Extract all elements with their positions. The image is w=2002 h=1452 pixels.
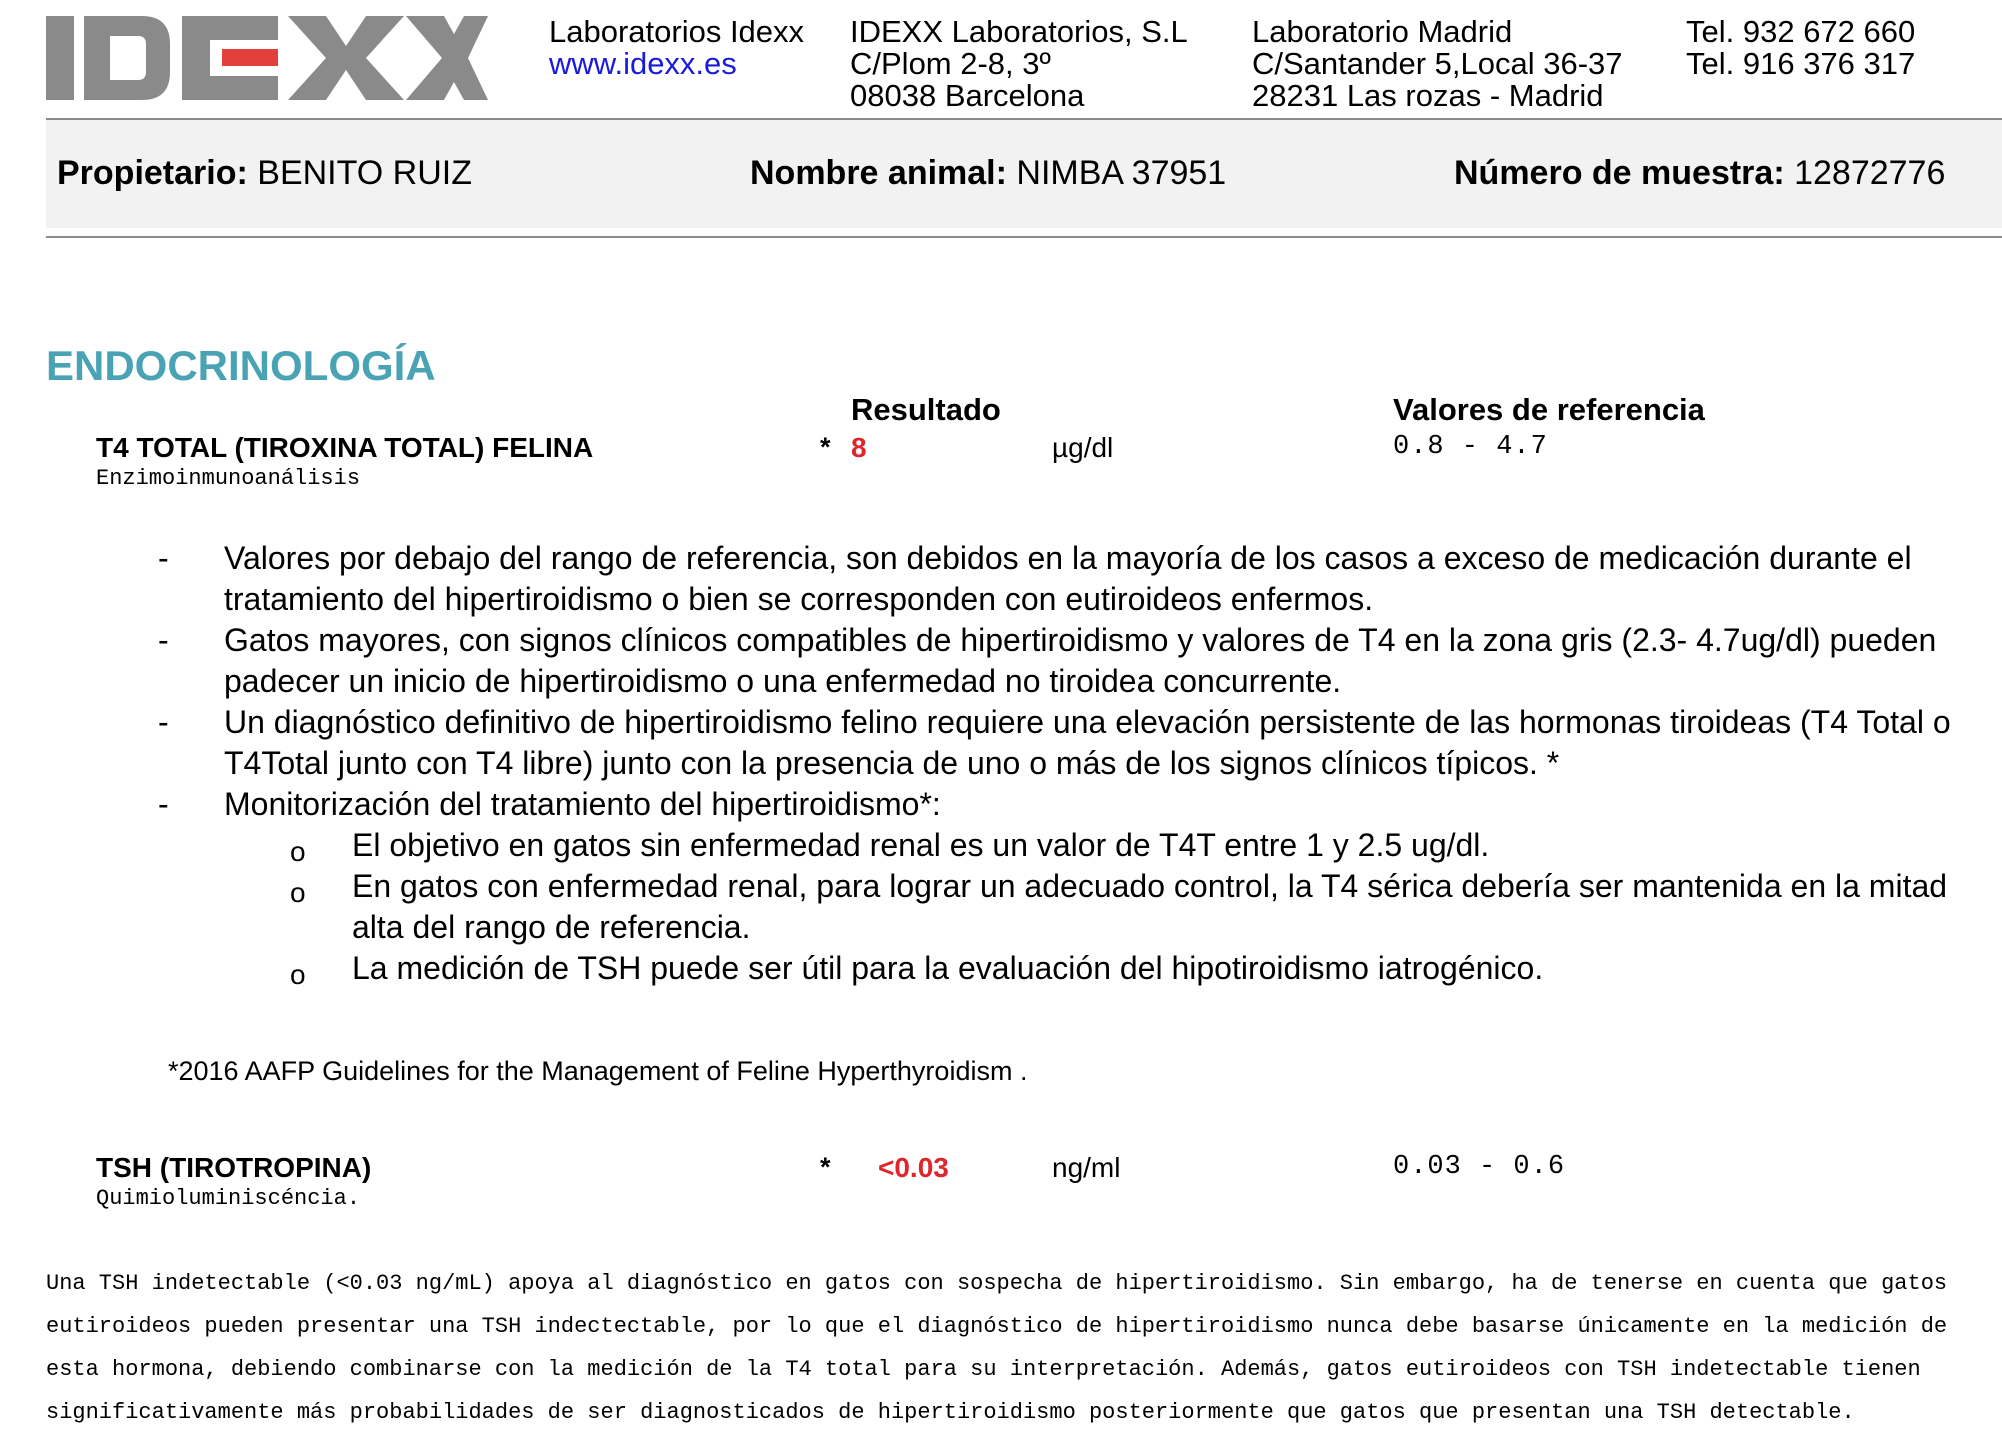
animal-field xyxy=(750,154,1226,193)
lab-column xyxy=(549,16,804,80)
note-dash: - xyxy=(158,704,169,740)
madrid-address-line1: C/Santander 5,Local 36-37 xyxy=(1252,46,1623,81)
note-item xyxy=(0,784,2002,825)
madrid-column xyxy=(1252,16,1623,112)
owner-field xyxy=(57,154,472,193)
subitem-bullet: o xyxy=(290,836,306,867)
test-method-t4: Enzimoinmunoanálisis xyxy=(96,466,361,491)
guidelines-footnote: *2016 AAFP Guidelines for the Management of Feline Hyperthyroidism . xyxy=(168,1056,1028,1086)
result-unit-t4: µg/dl xyxy=(1052,432,1114,463)
sample-value: 12872776 xyxy=(1794,154,1946,192)
note-text: Un diagnóstico definitivo de hipertiroidismo felino requiere una elevación persistente de las hormonas tiroideas (T4 Total o T4Total junto con T4 libre) junto con la presencia de uno o más de los signos clínicos típicos. * xyxy=(224,704,1951,781)
test-name-t4: T4 TOTAL (TIROXINA TOTAL) FELINA xyxy=(96,432,594,463)
note-text: Gatos mayores, con signos clínicos compatibles de hipertiroidismo y valores de T4 en la zona gris (2.3- 4.7ug/dl) pueden padecer un inicio de hipertiroidismo o una enfermedad no tiroidea concurrente. xyxy=(224,622,1937,699)
result-unit-tsh: ng/ml xyxy=(1052,1152,1121,1183)
note-subitem xyxy=(0,866,2002,948)
animal-value: NIMBA 37951 xyxy=(1016,154,1227,192)
note-item xyxy=(0,702,2002,784)
company-column xyxy=(850,16,1188,112)
note-text: Monitorización del tratamiento del hipertiroidismo*: xyxy=(224,786,941,822)
note-subitem xyxy=(0,825,2002,866)
sample-label: Número de muestra: xyxy=(1454,154,1785,192)
subitem-text: En gatos con enfermedad renal, para lograr un adecuado control, la T4 sérica debería ser mantenida en la mitad alta del rango de referencia. xyxy=(352,868,1948,945)
owner-value: BENITO RUIZ xyxy=(257,154,472,192)
madrid-lab-name: Laboratorio Madrid xyxy=(1252,14,1513,49)
test-method-tsh: Quimioluminiscéncia. xyxy=(96,1186,361,1211)
company-address-line1: C/Plom 2-8, 3º xyxy=(850,46,1051,81)
abnormal-flag-tsh: * xyxy=(820,1152,831,1182)
subitem-bullet: o xyxy=(290,959,306,990)
note-item xyxy=(0,620,2002,702)
note-subitem xyxy=(0,948,2002,989)
note-dash: - xyxy=(158,622,169,658)
result-value-tsh: <0.03 xyxy=(878,1152,949,1183)
result-value-t4: 8 xyxy=(851,432,867,463)
note-text: Valores por debajo del rango de referencia, son debidos en la mayoría de los casos a exceso de medicación durante el tratamiento del hipertiroidismo o bien se corresponden con eutiroideos enfermos. xyxy=(224,540,1912,617)
owner-label: Propietario: xyxy=(57,154,248,192)
animal-label: Nombre animal: xyxy=(750,154,1007,192)
patient-info-divider xyxy=(46,236,2002,238)
phone-barcelona: Tel. 932 672 660 xyxy=(1686,14,1916,49)
reference-range-tsh: 0.03 - 0.6 xyxy=(1393,1152,1566,1182)
subitem-text: El objetivo en gatos sin enfermedad renal es un valor de T4T entre 1 y 2.5 ug/dl. xyxy=(352,827,1490,863)
company-address-line2: 08038 Barcelona xyxy=(850,78,1085,113)
reference-column-header: Valores de referencia xyxy=(1393,392,1705,427)
note-item xyxy=(0,538,2002,620)
subitem-bullet: o xyxy=(290,877,306,908)
abnormal-flag-t4: * xyxy=(820,432,831,462)
madrid-address-line2: 28231 Las rozas - Madrid xyxy=(1252,78,1604,113)
reference-range-t4: 0.8 - 4.7 xyxy=(1393,432,1548,462)
subitem-text: La medición de TSH puede ser útil para la evaluación del hipotiroidismo iatrogénico. xyxy=(352,950,1544,986)
tsh-interpretation-paragraph: Una TSH indetectable (<0.03 ng/mL) apoya al diagnóstico en gatos con sospecha de hipertiroidismo. Sin embargo, ha de tenerse en cuenta que gatos eutiroideos pueden presentar una TSH indectectable, por lo que el diagnóstico de hipertiroidismo nunca debe basarse únicamente en la medición de esta hormona, debiendo combinarse con la medición de la T4 total para su interpretación. Además, gatos eutiroideos con TSH indetectable tienen significativamente más probabilidades de ser diagnosticados de hipertiroidismo posteriormente que gatos que presentan una TSH detectable. xyxy=(46,1271,1948,1425)
note-dash: - xyxy=(158,786,169,822)
idexx-logo xyxy=(46,16,488,100)
company-name: IDEXX Laboratorios, S.L xyxy=(850,14,1188,49)
result-column-header: Resultado xyxy=(851,392,1001,427)
phone-column xyxy=(1686,16,1915,80)
phone-madrid: Tel. 916 376 317 xyxy=(1686,46,1916,81)
interpretation-notes xyxy=(0,538,2002,989)
test-name-tsh: TSH (TIROTROPINA) xyxy=(96,1152,372,1183)
lab-name: Laboratorios Idexx xyxy=(549,14,805,49)
section-title: ENDOCRINOLOGÍA xyxy=(46,342,436,389)
sample-field xyxy=(1454,154,1945,193)
note-dash: - xyxy=(158,540,169,576)
website-link[interactable]: www.idexx.es xyxy=(549,46,737,81)
